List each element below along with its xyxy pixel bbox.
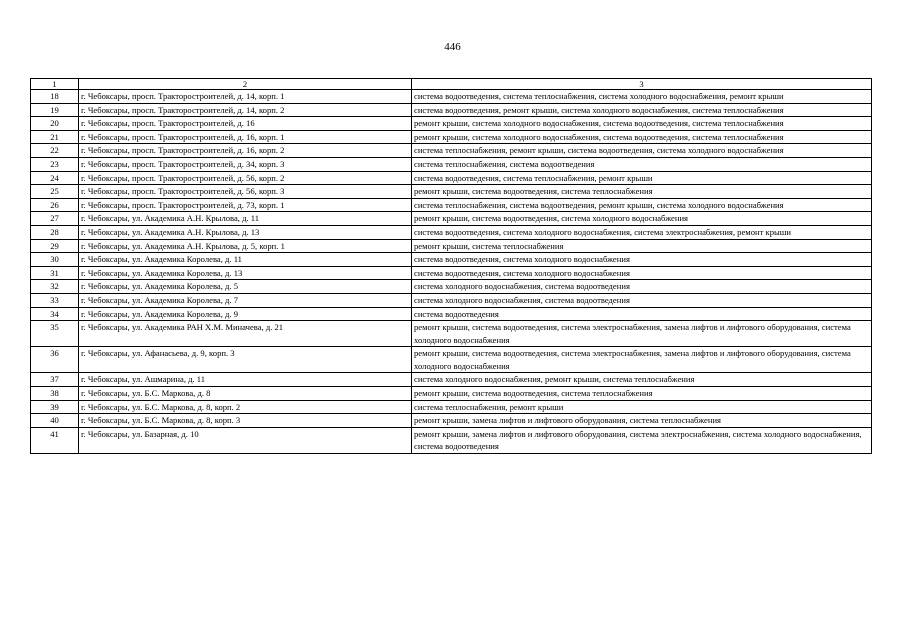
row-address: г. Чебоксары, ул. Б.С. Маркова, д. 8, корп. 2 xyxy=(79,400,412,414)
row-number: 21 xyxy=(31,130,79,144)
row-systems: система водоотведения, система холодного водоснабжения xyxy=(412,266,872,280)
row-systems: ремонт крыши, система холодного водоснабжения, система водоотведения, система теплоснабжения xyxy=(412,130,872,144)
row-address: г. Чебоксары, ул. Академика Королева, д. 13 xyxy=(79,266,412,280)
row-address: г. Чебоксары, просп. Тракторостроителей, д. 56, корп. 2 xyxy=(79,171,412,185)
table-row xyxy=(31,90,872,104)
row-number: 36 xyxy=(31,347,79,373)
table-row xyxy=(31,280,872,294)
row-address: г. Чебоксары, просп. Тракторостроителей, д. 16, корп. 1 xyxy=(79,130,412,144)
row-systems: система водоотведения, система холодного водоснабжения xyxy=(412,253,872,267)
row-address: г. Чебоксары, просп. Тракторостроителей, д. 16, корп. 2 xyxy=(79,144,412,158)
row-address: г. Чебоксары, ул. Академика Королева, д. 9 xyxy=(79,307,412,321)
table-row xyxy=(31,117,872,131)
table-row xyxy=(31,427,872,453)
table-row xyxy=(31,253,872,267)
row-address: г. Чебоксары, ул. Академика А.Н. Крылова, д. 11 xyxy=(79,212,412,226)
register-table xyxy=(30,78,872,454)
row-number: 28 xyxy=(31,225,79,239)
row-address: г. Чебоксары, ул. Б.С. Маркова, д. 8, корп. 3 xyxy=(79,414,412,428)
row-systems: система водоотведения, система теплоснабжения, ремонт крыши xyxy=(412,171,872,185)
table-row xyxy=(31,103,872,117)
page-number: 446 xyxy=(444,41,461,53)
table-row xyxy=(31,185,872,199)
table-row xyxy=(31,239,872,253)
table-row xyxy=(31,307,872,321)
row-systems: ремонт крыши, система водоотведения, система теплоснабжения xyxy=(412,185,872,199)
row-address: г. Чебоксары, просп. Тракторостроителей, д. 73, корп. 1 xyxy=(79,198,412,212)
row-systems: система холодного водоснабжения, ремонт крыши, система теплоснабжения xyxy=(412,373,872,387)
table-row xyxy=(31,212,872,226)
row-address: г. Чебоксары, просп. Тракторостроителей, д. 14, корп. 1 xyxy=(79,90,412,104)
row-number: 33 xyxy=(31,293,79,307)
row-systems: система водоотведения, ремонт крыши, система холодного водоснабжения, система теплоснабжения xyxy=(412,103,872,117)
row-systems: система водоотведения, система холодного водоснабжения, система электроснабжения, ремонт крыши xyxy=(412,225,872,239)
row-number: 20 xyxy=(31,117,79,131)
row-number: 26 xyxy=(31,198,79,212)
row-systems: система холодного водоснабжения, система водоотведения xyxy=(412,280,872,294)
table-row xyxy=(31,373,872,387)
row-systems: система теплоснабжения, ремонт крыши xyxy=(412,400,872,414)
row-systems: система водоотведения, система теплоснабжения, система холодного водоснабжения, ремонт крыши xyxy=(412,90,872,104)
row-systems: ремонт крыши, замена лифтов и лифтового оборудования, система электроснабжения, система холодного водоснабжения, система водоотведения xyxy=(412,427,872,453)
row-address: г. Чебоксары, ул. Афанасьева, д. 9, корп. 3 xyxy=(79,347,412,373)
row-number: 30 xyxy=(31,253,79,267)
row-systems: ремонт крыши, система водоотведения, система электроснабжения, замена лифтов и лифтового оборудования, система холодного водоснабжения xyxy=(412,347,872,373)
table-row xyxy=(31,130,872,144)
table-row xyxy=(31,171,872,185)
row-number: 25 xyxy=(31,185,79,199)
row-systems: ремонт крыши, система холодного водоснабжения, система водоотведения, система теплоснабжения xyxy=(412,117,872,131)
row-systems: система водоотведения xyxy=(412,307,872,321)
row-address: г. Чебоксары, ул. Академика РАН Х.М. Миначева, д. 21 xyxy=(79,321,412,347)
row-systems: ремонт крыши, система теплоснабжения xyxy=(412,239,872,253)
row-number: 24 xyxy=(31,171,79,185)
row-address: г. Чебоксары, просп. Тракторостроителей, д. 14, корп. 2 xyxy=(79,103,412,117)
table-row xyxy=(31,266,872,280)
table-row xyxy=(31,347,872,373)
row-systems: система теплоснабжения, система водоотведения, ремонт крыши, система холодного водоснабжения xyxy=(412,198,872,212)
row-systems: система теплоснабжения, ремонт крыши, система водоотведения, система холодного водоснабжения xyxy=(412,144,872,158)
row-address: г. Чебоксары, ул. Академика Королева, д. 11 xyxy=(79,253,412,267)
row-number: 34 xyxy=(31,307,79,321)
column-number-3: 3 xyxy=(412,79,872,90)
row-systems: ремонт крыши, система водоотведения, система теплоснабжения xyxy=(412,387,872,401)
row-number: 23 xyxy=(31,157,79,171)
row-number: 18 xyxy=(31,90,79,104)
row-systems: ремонт крыши, система водоотведения, система электроснабжения, замена лифтов и лифтового оборудования, система холодного водоснабжения xyxy=(412,321,872,347)
row-number: 37 xyxy=(31,373,79,387)
row-number: 19 xyxy=(31,103,79,117)
row-address: г. Чебоксары, ул. Б.С. Маркова, д. 8 xyxy=(79,387,412,401)
row-address: г. Чебоксары, просп. Тракторостроителей, д. 34, корп. 3 xyxy=(79,157,412,171)
row-number: 38 xyxy=(31,387,79,401)
table-row xyxy=(31,293,872,307)
table-row xyxy=(31,400,872,414)
row-systems: система теплоснабжения, система водоотведения xyxy=(412,157,872,171)
row-number: 41 xyxy=(31,427,79,453)
row-number: 35 xyxy=(31,321,79,347)
row-number: 40 xyxy=(31,414,79,428)
row-number: 39 xyxy=(31,400,79,414)
column-number-2: 2 xyxy=(79,79,412,90)
table-row xyxy=(31,387,872,401)
row-number: 29 xyxy=(31,239,79,253)
row-address: г. Чебоксары, ул. Академика Королева, д. 5 xyxy=(79,280,412,294)
row-systems: ремонт крыши, система водоотведения, система холодного водоснабжения xyxy=(412,212,872,226)
table-row xyxy=(31,225,872,239)
table-row xyxy=(31,157,872,171)
column-number-1: 1 xyxy=(31,79,79,90)
column-number-row xyxy=(31,79,872,90)
row-systems: система холодного водоснабжения, система водоотведения xyxy=(412,293,872,307)
row-number: 32 xyxy=(31,280,79,294)
row-address: г. Чебоксары, ул. Академика А.Н. Крылова, д. 13 xyxy=(79,225,412,239)
table-body xyxy=(31,79,872,454)
row-address: г. Чебоксары, ул. Академика А.Н. Крылова, д. 5, корп. 1 xyxy=(79,239,412,253)
row-systems: ремонт крыши, замена лифтов и лифтового оборудования, система теплоснабжения xyxy=(412,414,872,428)
row-number: 31 xyxy=(31,266,79,280)
row-number: 27 xyxy=(31,212,79,226)
row-number: 22 xyxy=(31,144,79,158)
row-address: г. Чебоксары, ул. Базарная, д. 10 xyxy=(79,427,412,453)
row-address: г. Чебоксары, ул. Академика Королева, д. 7 xyxy=(79,293,412,307)
table-row xyxy=(31,198,872,212)
table-row xyxy=(31,321,872,347)
table-row xyxy=(31,414,872,428)
row-address: г. Чебоксары, просп. Тракторостроителей, д. 56, корп. 3 xyxy=(79,185,412,199)
table-row xyxy=(31,144,872,158)
row-address: г. Чебоксары, просп. Тракторостроителей, д. 16 xyxy=(79,117,412,131)
row-address: г. Чебоксары, ул. Ашмарина, д. 11 xyxy=(79,373,412,387)
